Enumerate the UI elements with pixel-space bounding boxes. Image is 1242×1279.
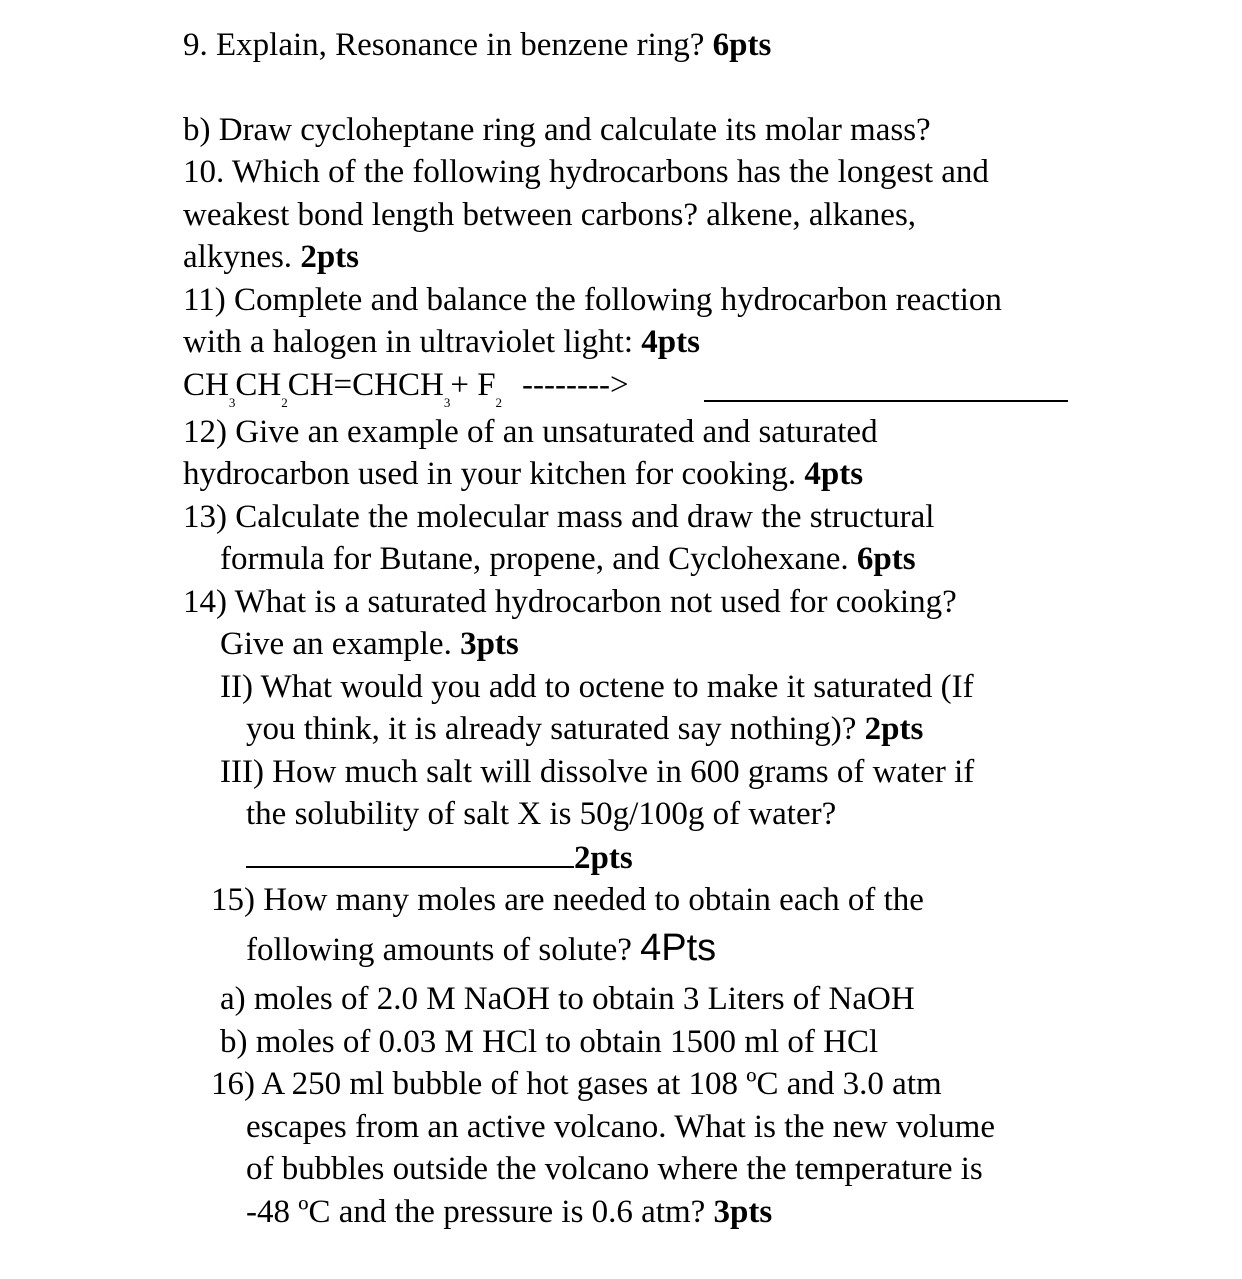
question-16-line-4 [246,1191,772,1234]
subscript-2: 2 [281,395,288,410]
question-9-points: 6pts [712,27,772,63]
question-13-text-end: formula for Butane, propene, and Cyclohexane. [220,541,849,577]
formula-ch-2: CH [235,367,282,403]
question-12-line-2 [183,453,863,496]
answer-blank-reaction [704,400,1068,402]
subscript-2-fluorine: 2 [495,395,503,410]
question-10-points: 2pts [300,239,359,275]
question-16-line-3: of bubbles outside the volcano where the temperature is [246,1151,983,1187]
question-14-ii-line-2 [246,708,923,751]
question-10-line-2: weakest bond length between carbons? alkene, alkanes, [183,197,917,233]
question-12-text-end: hydrocarbon used in your kitchen for cooking. [183,456,797,492]
question-14-line-1: 14) What is a saturated hydrocarbon not used for cooking? [183,584,957,620]
question-9 [183,24,771,67]
question-16-points: 3pts [713,1194,773,1230]
question-15a: a) moles of 2.0 M NaOH to obtain 3 Liters of NaOH [220,981,915,1017]
question-11-text-end: with a halogen in ultraviolet light: [183,324,633,360]
question-14-points: 3pts [460,626,519,662]
question-13-line-2 [220,538,916,581]
subscript-3-first: 3 [228,395,236,410]
question-14-iii-answer-line [246,836,633,880]
reaction-equation [183,364,629,413]
question-15b: b) moles of 0.03 M HCl to obtain 1500 ml of HCl [220,1024,879,1060]
question-9-text: 9. Explain, Resonance in benzene ring? [183,27,705,63]
question-15-line-2 [246,927,716,972]
question-10-line-1: 10. Which of the following hydrocarbons has the longest and [183,154,989,190]
answer-blank-salt [246,836,574,868]
formula-ch-1: CH [183,367,229,403]
question-14-ii-text-end: you think, it is already saturated say nothing)? [246,711,857,747]
question-12-points: 4pts [804,456,864,492]
question-14-line-2 [220,623,519,666]
question-13-line-1: 13) Calculate the molecular mass and draw the structural [183,499,935,535]
formula-fluorine: + F [450,367,496,403]
question-14-ii-points: 2pts [864,711,924,747]
reaction-arrow: --------> [522,367,629,403]
question-14-iii-points: 2pts [574,840,633,876]
question-16-line-2: escapes from an active volcano. What is the new volume [246,1109,995,1145]
question-16-text-end: -48 ºC and the pressure is 0.6 atm? [246,1194,706,1230]
question-10-line-3 [183,236,359,279]
question-9b: b) Draw cycloheptane ring and calculate its molar mass? [183,112,931,148]
question-15-line-1: 15) How many moles are needed to obtain each of the [211,882,924,918]
question-15-text-end: following amounts of solute? [246,932,632,968]
question-14-iii-line-1: III) How much salt will dissolve in 600 grams of water if [220,754,975,790]
question-13-points: 6pts [856,541,916,577]
question-11-points: 4pts [641,324,700,360]
question-11-line-1: 11) Complete and balance the following hydrocarbon reaction [183,282,1002,318]
question-14-iii-line-2: the solubility of salt X is 50g/100g of water? [246,796,837,832]
question-16-line-1: 16) A 250 ml bubble of hot gases at 108 ºC and 3.0 atm [211,1066,942,1102]
question-14-text-end: Give an example. [220,626,452,662]
question-14-ii-line-1: II) What would you add to octene to make it saturated (If [220,669,974,705]
question-10-text-end: alkynes. [183,239,293,275]
subscript-3-second: 3 [443,395,451,410]
question-12-line-1: 12) Give an example of an unsaturated and saturated [183,414,878,450]
question-11-line-2 [183,321,700,364]
question-15-points: 4Pts [640,927,717,969]
formula-ch-double-bond: CH=CHCH [287,367,444,403]
